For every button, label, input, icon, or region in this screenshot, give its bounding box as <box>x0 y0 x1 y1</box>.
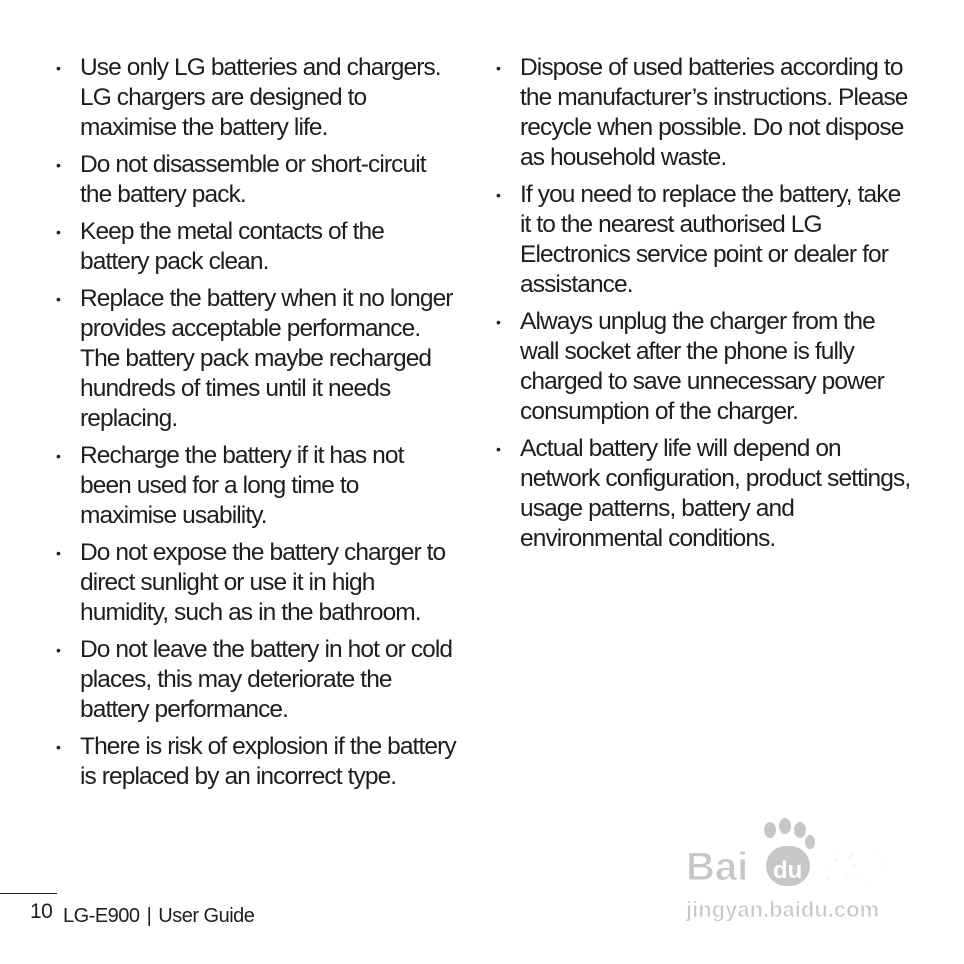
list-item <box>56 284 456 434</box>
list-item-text: Actual battery life will depend on network configuration, product settings, usage patterns, battery and environmental conditions. <box>520 435 911 552</box>
bullet-icon: • <box>496 314 501 330</box>
list-item-text: Recharge the battery if it has not been used for a long time to maximise usability. <box>80 442 404 529</box>
list-item <box>496 53 916 173</box>
list-item <box>56 441 456 531</box>
bullet-icon: • <box>56 448 61 464</box>
bullet-icon: • <box>56 60 61 76</box>
list-item <box>56 53 456 143</box>
list-item-text: Keep the metal contacts of the battery pack clean. <box>80 218 384 275</box>
list-item-text: Do not disassemble or short-circuit the battery pack. <box>80 151 426 208</box>
right-bullet-list <box>496 53 916 561</box>
baidu-jingyan-watermark <box>684 818 909 928</box>
list-item <box>56 150 456 210</box>
list-item <box>496 180 916 300</box>
list-item <box>496 307 916 427</box>
paw-icon <box>764 818 815 849</box>
list-item <box>56 538 456 628</box>
bullet-icon: • <box>496 441 501 457</box>
watermark-brand-cn: 经验 <box>824 849 892 889</box>
left-bullet-list <box>56 53 456 799</box>
list-item <box>56 217 456 277</box>
list-item <box>56 635 456 725</box>
list-item-text: Do not leave the battery in hot or cold places, this may deteriorate the battery performance. <box>80 636 453 723</box>
footer-separator: | <box>146 905 152 927</box>
bullet-icon: • <box>56 642 61 658</box>
watermark-brand-part1: Bai <box>686 845 749 889</box>
footer-guide-label: User Guide <box>158 905 255 927</box>
list-item-text: Do not expose the battery charger to direct sunlight or use it in high humidity, such as in the bathroom. <box>80 539 446 626</box>
bullet-icon: • <box>56 545 61 561</box>
bullet-icon: • <box>56 739 61 755</box>
bullet-icon: • <box>496 60 501 76</box>
list-item-text: Always unplug the charger from the wall socket after the phone is fully charged to save unnecessary power consumption of the charger. <box>520 308 884 425</box>
bullet-icon: • <box>56 224 61 240</box>
list-item <box>496 434 916 554</box>
watermark-brand-part2: du <box>773 857 803 884</box>
bullet-icon: • <box>56 291 61 307</box>
list-item-text: Replace the battery when it no longer provides acceptable performance. The battery pack maybe recharged hundreds of times until it needs replacing. <box>80 285 453 432</box>
list-item <box>56 732 456 792</box>
list-item-text: If you need to replace the battery, take it to the nearest authorised LG Electronics service point or dealer for assistance. <box>520 181 901 298</box>
list-item-text: Dispose of used batteries according to the manufacturer’s instructions. Please recycle when possible. Do not dispose as household waste. <box>520 54 908 171</box>
page-number: 10 <box>30 900 53 923</box>
watermark-url: jingyan.baidu.com <box>686 897 880 922</box>
list-item-text: There is risk of explosion if the battery is replaced by an incorrect type. <box>80 733 456 790</box>
bullet-icon: • <box>496 187 501 203</box>
footer-divider <box>0 893 57 894</box>
bullet-icon: • <box>56 157 61 173</box>
list-item-text: Use only LG batteries and chargers. LG chargers are designed to maximise the battery life. <box>80 54 441 141</box>
footer-model: LG-E900 <box>63 905 140 927</box>
footer-title <box>63 905 254 928</box>
